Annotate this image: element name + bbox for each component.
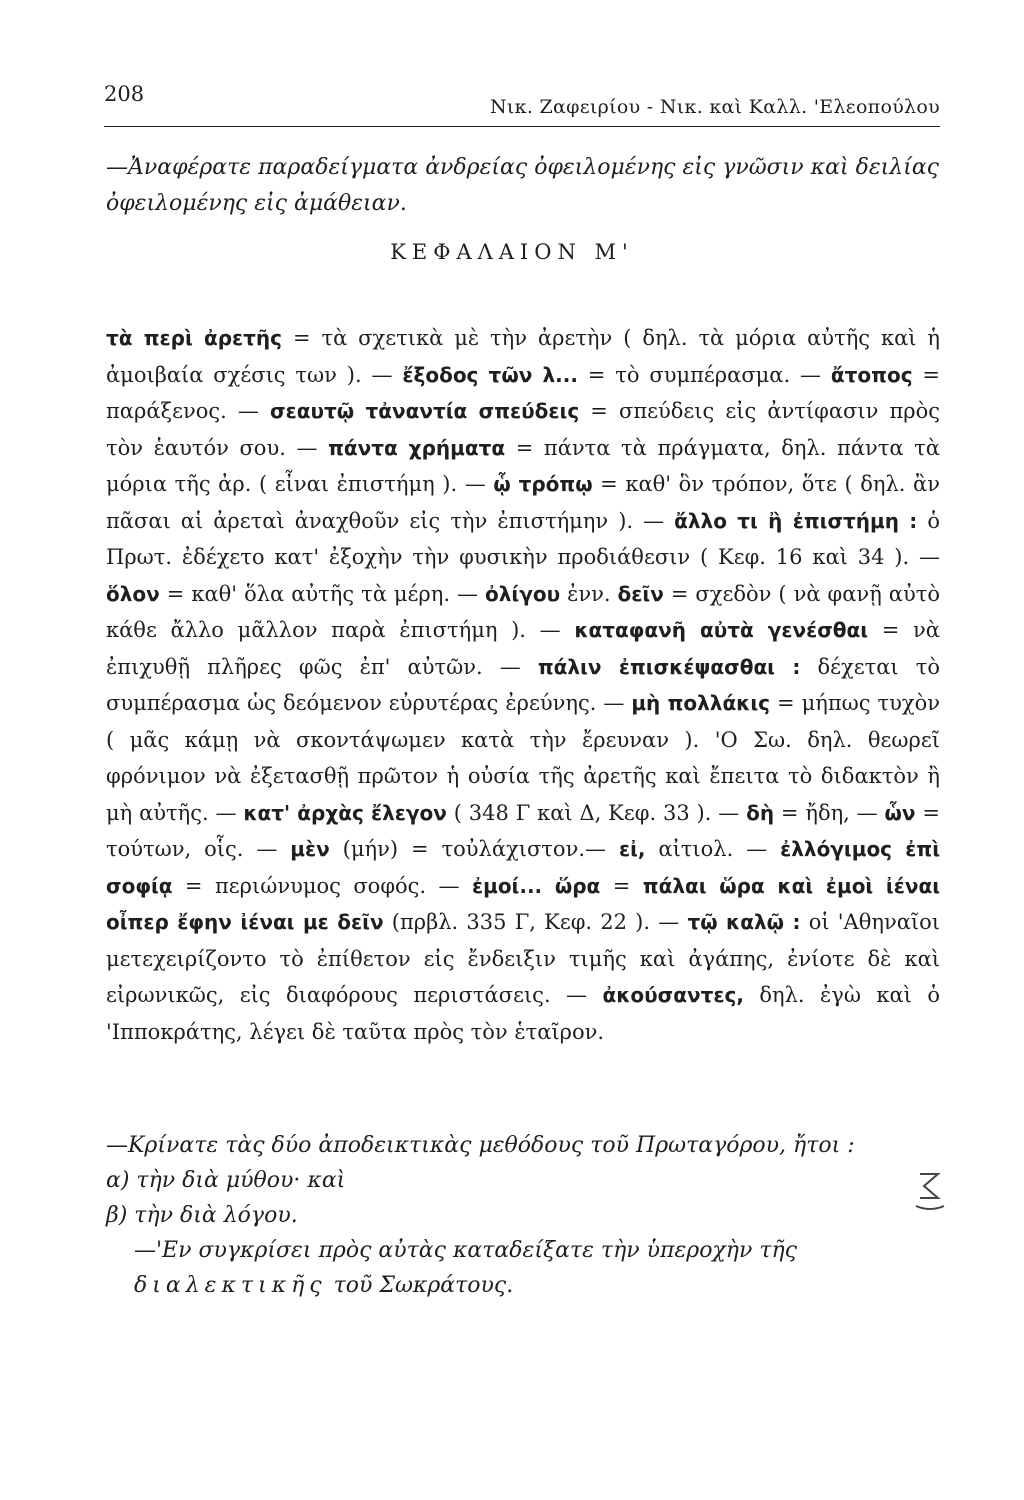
gloss-text: = τὰ σχετικὰ μὲ τὴν ἀρετὴν ( δηλ. τὰ μόρια αὐτῆς καὶ ἡ ἀμοιβαία σχέσις των ). — xyxy=(106,326,940,387)
question-final-prefix: —'Εν συγκρίσει πρὸς αὐτὰς καταδείξατε τὴν ὑπεροχὴν τῆς xyxy=(134,1238,797,1263)
gloss-term: ἐμοί... ὥρα xyxy=(471,873,601,898)
question-final-spaced-word: διαλεκτικῆς xyxy=(134,1273,327,1298)
gloss-text: = ἤδη, — xyxy=(774,800,885,825)
gloss-text: = καθ' ὅλα αὐτῆς τὰ μέρη. — xyxy=(159,581,486,606)
gloss-term: ἐλλόγιμος ἐπὶ σοφίᾳ xyxy=(106,837,940,898)
gloss-term: δὴ xyxy=(746,800,775,825)
gloss-term: εἰ, xyxy=(618,837,646,861)
gloss-text: δηλ. ἐγὼ καὶ ὁ 'Ιπποκράτης, λέγει δὲ ταῦτα πρὸς τὸν ἑταῖρον. xyxy=(106,983,940,1044)
gloss-term: ᾧ τρόπῳ xyxy=(493,472,593,496)
question-intro: —Κρίνατε τὰς δύο ἀποδεικτικὰς μεθόδους τοῦ Πρωταγόρου, ἤτοι : xyxy=(106,1133,855,1158)
question-item-b: β) τὴν διὰ λόγου. xyxy=(106,1203,298,1228)
exercise-questions xyxy=(106,1128,940,1303)
gloss-term: δεῖν xyxy=(617,581,664,606)
chapter-title: ΚΕΦΑΛΑΙΟΝ Μ' xyxy=(390,240,634,264)
gloss-text: = μήπως τυχὸν ( μᾶς κάμῃ νὰ σκοντάψωμεν κατὰ τὴν ἔρευναν ). 'Ο Σω. δηλ. θεωρεῖ φρόνιμον νὰ ἐξετασθῇ πρῶτον ἡ οὐσία τῆς ἀρετῆς καὶ ἔπειτα τὸ διδακτὸν ἢ μὴ αὐτῆς. — xyxy=(106,691,941,825)
gloss-term: τῷ καλῷ : xyxy=(687,910,801,934)
gloss-text: (πρβλ. 335 Γ, Κεφ. 22 ). — xyxy=(383,910,688,934)
gloss-text: (μήν) = τοὐλάχιστον.— xyxy=(329,837,619,861)
gloss-term: πάντα χρήματα xyxy=(328,435,506,460)
gloss-term: μὲν xyxy=(290,837,330,861)
gloss-term: ὧν xyxy=(884,800,916,825)
gloss-term: ἄλλο τι ἢ ἐπιστήμη : xyxy=(674,508,918,533)
gloss-text: = καθ' ὃν τρόπον, ὅτε ( δηλ. ἂν πᾶσαι αἱ ἀρεταὶ ἀναχθοῦν εἰς τὴν ἐπιστήμην ). — xyxy=(106,472,940,533)
gloss-term: ὅλον xyxy=(106,581,160,606)
gloss-text: = τὸ συμπέρασμα. — xyxy=(577,362,831,387)
question-paragraph: —Ἀναφέρατε παραδείγματα ἀνδρείας ὀφειλομένης εἰς γνῶσιν καὶ δειλίας ὀφειλομένης εἰς ἀμάθειαν. xyxy=(106,155,939,216)
gloss-text: = xyxy=(600,873,643,898)
gloss-text: = σπεύδεις εἰς ἀντίφασιν πρὸς τὸν ἑαυτόν σου. — xyxy=(106,399,941,460)
gloss-text: = τούτων, οἷς. — xyxy=(106,800,940,861)
gloss-term: τὰ περὶ ἀρετῆς xyxy=(106,326,283,350)
gloss-text: ἐνν. xyxy=(560,581,618,606)
question-item-a: α) τὴν διὰ μύθου· καὶ xyxy=(106,1168,346,1193)
gloss-text: = σχεδὸν ( νὰ φανῇ αὐτὸ κάθε ἄλλο μᾶλλον παρὰ ἐπιστήμη ). — xyxy=(106,581,940,642)
gloss-term: πάλαι ὥρα καὶ ἐμοὶ ἰέναι οἶπερ ἔφην ἰέναι με δεῖν xyxy=(106,873,941,934)
running-title: Νικ. Ζαφειρίου - Νικ. καὶ Καλλ. 'Ελεοπούλου xyxy=(489,96,940,118)
pencil-mark xyxy=(912,1168,948,1212)
page-number: 208 xyxy=(104,82,145,106)
commentary-paragraph xyxy=(106,320,940,1050)
gloss-text: οἱ 'Αθηναῖοι μετεχειρίζοντο τὸ ἐπίθετον εἰς ἔνδειξιν τιμῆς καὶ ἀγάπης, ἐνίοτε δὲ καὶ εἰρωνικῶς, εἰς διαφόρους περιστάσεις. — xyxy=(106,910,941,1007)
gloss-term: ἀκούσαντες, xyxy=(602,983,744,1007)
gloss-text: ( 348 Γ καὶ Δ, Κεφ. 33 ). — xyxy=(446,800,747,825)
gloss-text: = νὰ ἐπιχυθῇ πλῆρες φῶς ἐπ' αὐτῶν. — xyxy=(106,618,940,679)
gloss-text: δέχεται τὸ συμπέρασμα ὡς δεόμενον εὐρυτέρας ἐρεύνης. — xyxy=(106,654,940,715)
gloss-text: αἰτιολ. — xyxy=(645,837,781,861)
gloss-text: = περιώνυμος σοφός. — xyxy=(172,873,472,898)
gloss-term: ὀλίγου xyxy=(485,581,561,606)
gloss-term: μὴ πολλάκις xyxy=(631,691,771,715)
gloss-term: ἔξοδος τῶν λ... xyxy=(402,362,578,387)
gloss-term: κατ' ἀρχὰς ἔλεγον xyxy=(243,800,447,825)
page-header xyxy=(104,82,940,127)
question-final xyxy=(106,1233,940,1303)
gloss-term: πάλιν ἐπισκέψασθαι : xyxy=(537,654,801,679)
gloss-text: = πάντα τὰ πράγματα, δηλ. πάντα τὰ μόρια τῆς ἀρ. ( εἶναι ἐπιστήμη ). — xyxy=(106,435,940,496)
question-final-suffix: τοῦ Σωκράτους. xyxy=(326,1273,514,1298)
gloss-term: ἄτοπος xyxy=(830,362,913,387)
gloss-text: = παράξενος. — xyxy=(106,362,941,423)
gloss-term: σεαυτῷ τἀναντία σπεύδεις xyxy=(270,399,580,423)
gloss-text: ὁ Πρωτ. ἐδέχετο κατ' ἐξοχὴν τὴν φυσικὴν προδιάθεσιν ( Κεφ. 16 καὶ 34 ). — xyxy=(106,508,940,569)
gloss-term: καταφανῆ αὐτὰ γενέσθαι xyxy=(574,618,869,642)
